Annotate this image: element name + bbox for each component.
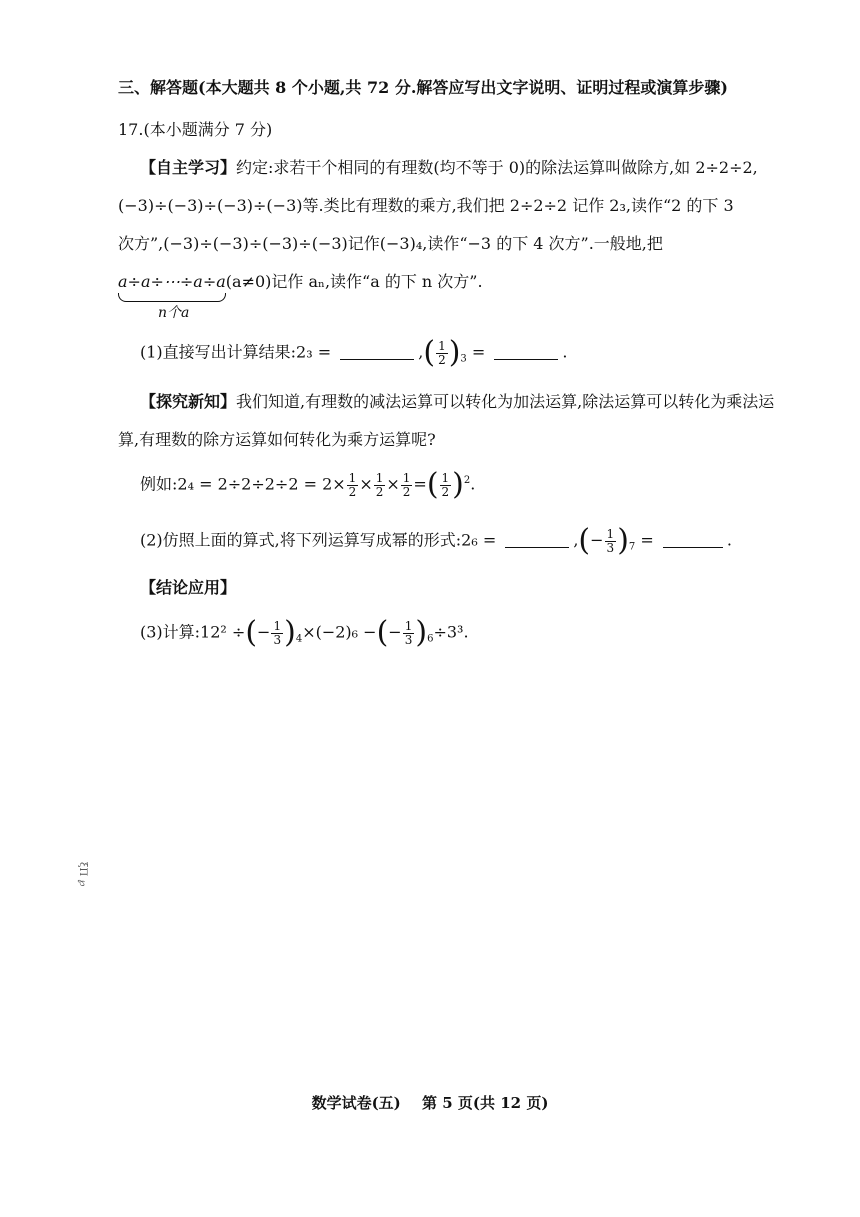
q2-end: . (726, 530, 732, 550)
self-study-line-3: 次方”,(−3)÷(−3)÷(−3)÷(−3)记作(−3)₄,读作“−3 的下 4 次方”.一般地,把 (118, 234, 663, 253)
q2-minus: − (590, 530, 604, 550)
explore-example (140, 467, 476, 502)
q3-left-paren-b: ( (376, 615, 389, 650)
q2-subscript: 7 (628, 541, 636, 553)
q3-frac-b-num: 1 (404, 618, 413, 633)
page-footer (0, 1092, 860, 1113)
question-1 (140, 335, 568, 370)
q1-sep: , (418, 342, 424, 362)
example-left-paren: ( (426, 467, 439, 502)
q2-right-paren: ) (617, 523, 629, 558)
example-frac-3-num: 1 (402, 470, 411, 485)
self-study-tag: 【自主学习】 (140, 158, 237, 177)
example-frac-2-den: 2 (375, 484, 384, 499)
footer-subject: 数学试卷(五) (311, 1094, 401, 1112)
q3-minus-b: − (388, 622, 402, 642)
repeated-division-expression: a÷a÷⋯÷a÷a (118, 272, 226, 291)
example-end: . (470, 474, 476, 494)
q1-answer-blank-1[interactable] (340, 359, 414, 360)
q3-prefix: (3)计算:12² ÷ (140, 622, 246, 642)
example-frac-3-den: 2 (402, 484, 411, 499)
problem-title: 17.(本小题满分 7 分) (118, 120, 273, 139)
side-binding-mark: ξΠ ℘ (77, 862, 88, 887)
q2-frac-num: 1 (606, 526, 615, 541)
q2-left-paren: ( (578, 523, 591, 558)
q2-answer-blank-2[interactable] (663, 547, 723, 548)
q3-subscript-b: 6 (427, 633, 434, 645)
q1-subscript: 3 (460, 353, 467, 365)
example-frac-3 (401, 472, 413, 498)
example-frac-2 (374, 472, 386, 498)
explore-line-1 (140, 392, 774, 411)
example-frac-4-num: 1 (441, 470, 450, 485)
q2-frac-den: 3 (606, 540, 615, 555)
q1-right-paren: ) (448, 335, 461, 370)
example-frac-2-num: 1 (375, 470, 384, 485)
q3-end: ÷3³. (433, 622, 469, 642)
q3-fraction-b (403, 620, 415, 646)
example-frac-1-den: 2 (348, 484, 357, 499)
q3-frac-a-num: 1 (273, 618, 282, 633)
q3-mid: ×(−2)₆ − (302, 622, 377, 642)
explore-text-1: 我们知道,有理数的减法运算可以转化为加法运算,除法运算可以转化为乘法运 (236, 392, 775, 411)
q1-frac-den: 2 (438, 352, 446, 367)
q2-sep: , (573, 530, 579, 550)
explore-tag: 【探究新知】 (140, 392, 237, 411)
q2-eq: = (640, 530, 654, 550)
example-times-1: × (359, 474, 373, 494)
example-eq: = (413, 474, 427, 494)
underbrace-icon (118, 293, 226, 302)
self-study-line-2: (−3)÷(−3)÷(−3)÷(−3)等.类比有理数的乘方,我们把 2÷2÷2 记作 2₃,读作“2 的下 3 (118, 196, 734, 215)
q1-frac-num: 1 (438, 338, 446, 353)
q3-right-paren-b: ) (415, 615, 428, 650)
q3-left-paren-a: ( (245, 615, 258, 650)
underbrace-label: n个a (158, 305, 190, 321)
q3-minus-a: − (257, 622, 271, 642)
q1-left-paren: ( (423, 335, 436, 370)
q3-subscript-a: 4 (295, 633, 303, 645)
example-frac-4 (440, 472, 452, 498)
question-3 (140, 615, 469, 650)
footer-page-number: 第 5 页(共 12 页) (422, 1094, 549, 1112)
q1-eq: = (471, 342, 486, 362)
example-right-paren: ) (452, 467, 464, 502)
q1-answer-blank-2[interactable] (494, 359, 558, 360)
self-study-line-1 (140, 158, 758, 177)
q1-prefix: (1)直接写出计算结果:2₃ = (140, 342, 332, 362)
self-study-line-4 (118, 272, 483, 321)
example-frac-1 (347, 472, 359, 498)
example-times-2: × (386, 474, 400, 494)
q2-answer-blank-1[interactable] (505, 547, 569, 548)
q1-end: . (562, 342, 568, 362)
self-study-text-1: 约定:求若干个相同的有理数(均不等于 0)的除法运算叫做除方,如 2÷2÷2, (236, 158, 758, 177)
q1-fraction (436, 340, 448, 366)
explore-line-2: 算,有理数的除方运算如何转化为乘方运算呢? (118, 430, 436, 449)
question-2 (140, 523, 732, 558)
self-study-text-4: (a≠0)记作 aₙ,读作“a 的下 n 次方”. (225, 272, 483, 291)
q2-prefix: (2)仿照上面的算式,将下列运算写成幂的形式:2₆ = (140, 530, 497, 550)
q3-frac-a-den: 3 (273, 632, 282, 647)
q3-frac-b-den: 3 (404, 632, 413, 647)
q3-right-paren-a: ) (284, 615, 296, 650)
section-heading: 三、解答题(本大题共 8 个小题,共 72 分.解答应写出文字说明、证明过程或演算步骤) (118, 78, 728, 97)
conclusion-tag: 【结论应用】 (140, 578, 237, 597)
q3-fraction-a (271, 620, 283, 646)
example-exponent: 2 (463, 475, 471, 487)
example-frac-1-num: 1 (348, 470, 357, 485)
underbrace-expression (118, 272, 226, 321)
example-prefix: 例如:2₄ = 2÷2÷2÷2 = 2× (140, 474, 346, 494)
q2-fraction (605, 528, 617, 554)
example-frac-4-den: 2 (441, 484, 450, 499)
